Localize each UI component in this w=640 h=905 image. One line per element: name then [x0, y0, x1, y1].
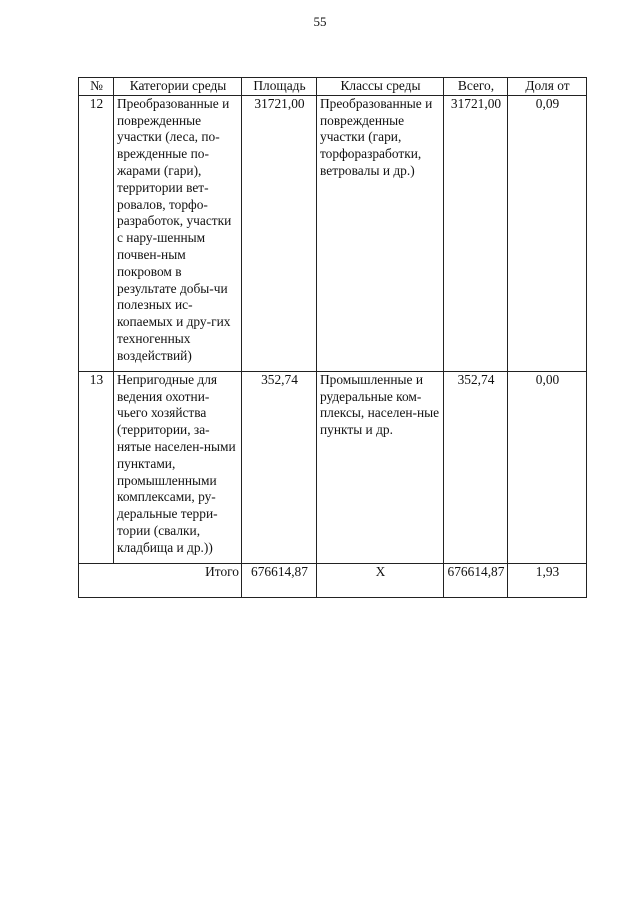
header-share: Доля от [508, 78, 587, 96]
row-number: 12 [79, 95, 114, 371]
table-header-row [79, 78, 587, 96]
header-number: № [79, 78, 114, 96]
header-total: Всего, [444, 78, 508, 96]
page-number: 55 [313, 14, 327, 29]
row-category: Непригодные для ведения охотни-чьего хозяйства (территории, за-нятые населен-ными пунктами, промышленными комплексами, ру-деральные терри-тории (свалки, кладбища и др.)) [114, 371, 242, 563]
row-env-class: Преобразованные и поврежденные участки (гари, торфоразработки, ветровалы и др.) [317, 95, 444, 371]
row-total: 352,74 [444, 371, 508, 563]
totals-area: 676614,87 [242, 563, 317, 597]
row-area: 31721,00 [242, 95, 317, 371]
table-totals-row [79, 563, 587, 597]
totals-class-mark: X [317, 563, 444, 597]
totals-label: Итого [79, 563, 242, 597]
row-number: 13 [79, 371, 114, 563]
totals-share: 1,93 [508, 563, 587, 597]
row-category: Преобразованные и поврежденные участки (леса, по-врежденные по-жарами (гари), территории вет-ровалов, торфо-разработок, участки с нару-шенным почвен-ным покровом в результате добы-чи полезных ис-копаемых и дру-гих техногенных воздействий) [114, 95, 242, 371]
table-row [79, 371, 587, 563]
row-share: 0,00 [508, 371, 587, 563]
row-env-class: Промышленные и рудеральные ком-плексы, населен-ные пункты и др. [317, 371, 444, 563]
table-row [79, 95, 587, 371]
row-share: 0,09 [508, 95, 587, 371]
totals-sum: 676614,87 [444, 563, 508, 597]
row-total: 31721,00 [444, 95, 508, 371]
header-area: Площадь [242, 78, 317, 96]
header-category: Категории среды [114, 78, 242, 96]
header-env-class: Классы среды [317, 78, 444, 96]
row-area: 352,74 [242, 371, 317, 563]
environment-categories-table [78, 77, 587, 598]
